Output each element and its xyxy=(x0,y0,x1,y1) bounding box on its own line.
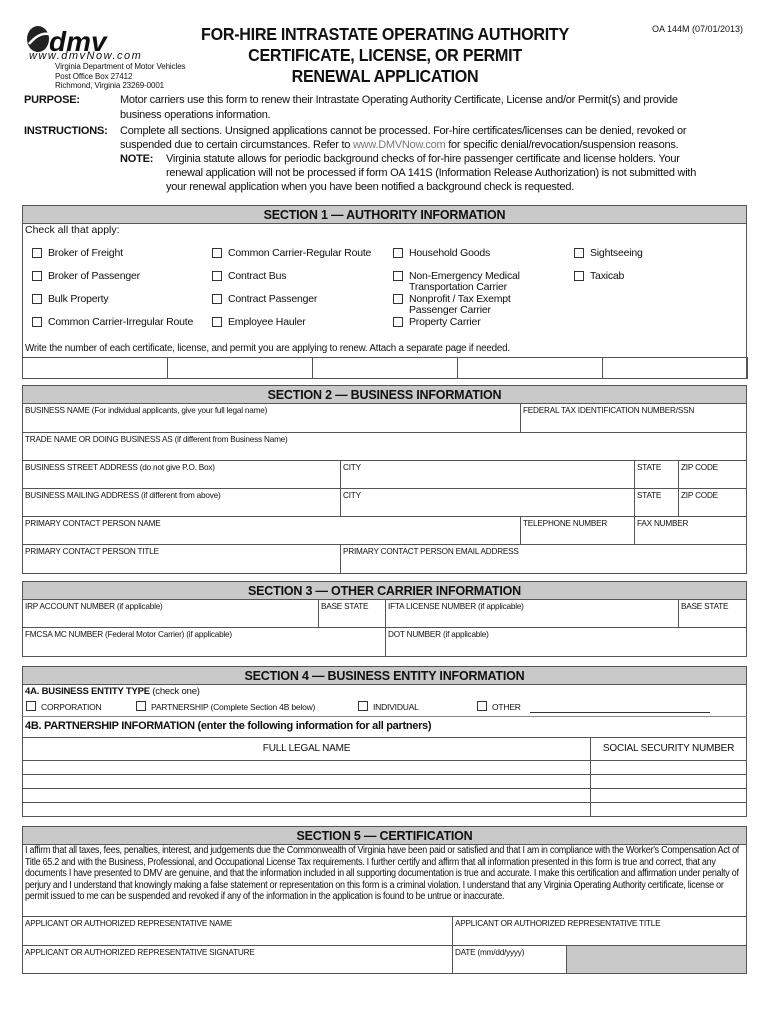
authority-option[interactable] xyxy=(393,294,511,316)
office-use-shaded-cell xyxy=(566,945,747,974)
option-label: Common Carrier-Regular Route xyxy=(228,247,372,259)
purpose-text-1: Motor carriers use this form to renew their Intrastate Operating Authority Certificate, License and/or Permit(s) and provide xyxy=(120,94,678,106)
partner-ssn-input[interactable] xyxy=(590,802,747,817)
authority-option[interactable] xyxy=(32,248,123,259)
authority-option[interactable] xyxy=(574,248,643,259)
authority-option[interactable] xyxy=(32,317,193,328)
mailing-city-field[interactable]: CITY xyxy=(340,488,635,517)
logo-url: www.dmvNow.com xyxy=(29,50,143,62)
instructions-text-2b: for specific denial/revocation/suspension reasons. xyxy=(445,139,679,151)
checkbox[interactable] xyxy=(32,317,42,327)
contact-title-field[interactable]: PRIMARY CONTACT PERSON TITLE xyxy=(22,544,341,574)
mailing-state-field[interactable]: STATE xyxy=(634,488,679,517)
telephone-field[interactable]: TELEPHONE NUMBER xyxy=(520,516,635,545)
partner-ssn-input[interactable] xyxy=(590,788,747,803)
applicant-name-field[interactable]: APPLICANT OR AUTHORIZED REPRESENTATIVE NAME xyxy=(22,916,453,946)
checkbox[interactable] xyxy=(212,294,222,304)
authority-option[interactable] xyxy=(393,271,520,293)
option-label: Bulk Property xyxy=(48,293,109,305)
option-label: Nonprofit / Tax Exempt xyxy=(409,293,511,305)
form-id: OA 144M (07/01/2013) xyxy=(652,24,744,34)
checkbox[interactable] xyxy=(212,271,222,281)
authority-option[interactable] xyxy=(212,294,317,305)
note-text-1: Virginia statute allows for periodic background checks of for-hire passenger certificate and license holders. Your xyxy=(166,153,680,165)
authority-option[interactable] xyxy=(574,271,624,282)
dmvnow-link[interactable]: www.DMVNow.com xyxy=(352,139,446,151)
entity-label: PARTNERSHIP (Complete Section 4B below) xyxy=(151,702,316,712)
option-label: Sightseeing xyxy=(590,247,643,259)
checkbox[interactable] xyxy=(26,701,36,711)
partner-name-input[interactable] xyxy=(22,788,591,803)
checkbox[interactable] xyxy=(32,248,42,258)
checkbox[interactable] xyxy=(212,317,222,327)
partner-name-input[interactable] xyxy=(22,802,591,817)
entity-type-hint: (check one) xyxy=(149,686,200,697)
applicant-title-field[interactable]: APPLICANT OR AUTHORIZED REPRESENTATIVE TITLE xyxy=(452,916,747,946)
divider xyxy=(22,716,747,717)
agency-po-box: Post Office Box 27412 xyxy=(55,71,133,81)
certification-text: I affirm that all taxes, fees, penalties, interest, and judgements due the Commonwealth of Virginia have been paid or satisfied and that I am in compliance with the Worker's Compensation Act of Title 65.2 and with the Business, Professional, and Occupational License Tax requirements. I further certify and affirm that all information presented in this form is true and correct, that any documents I have presented to DMV are genuine, and that the information included in all supporting documentation is true and accurate. I make this certification and affirmation under penalty of perjury and I understand that knowingly making a false statement or representation on this form is a criminal violation. I understand that any Virginia Operating Authority certificate, license or permit issued to me can be suspended and revoked if any of the information in the application is found to be untrue or inaccurate. xyxy=(25,845,740,903)
purpose-text-2: business operations information. xyxy=(120,109,271,121)
checkbox[interactable] xyxy=(393,248,403,258)
note-text-2: renewal application will not be processed if form OA 141S (Information Release Authorization) is not submitted with xyxy=(166,167,697,179)
street-state-field[interactable]: STATE xyxy=(634,460,679,489)
option-label: Employee Hauler xyxy=(228,316,306,328)
checkbox[interactable] xyxy=(212,248,222,258)
svg-text:dmv: dmv xyxy=(49,26,107,54)
checkbox[interactable] xyxy=(393,271,403,281)
checkbox[interactable] xyxy=(393,317,403,327)
checkbox[interactable] xyxy=(477,701,487,711)
section-1-header: SECTION 1 — AUTHORITY INFORMATION xyxy=(22,205,747,224)
business-name-field[interactable]: BUSINESS NAME (For individual applicants, give your full legal name) xyxy=(22,403,521,433)
partner-ssn-input[interactable] xyxy=(590,774,747,789)
contact-name-field[interactable]: PRIMARY CONTACT PERSON NAME xyxy=(22,516,521,545)
fmcsa-mc-field[interactable]: FMCSA MC NUMBER (Federal Motor Carrier) (if applicable) xyxy=(22,627,386,657)
checkbox[interactable] xyxy=(574,248,584,258)
partnership-heading: 4B. PARTNERSHIP INFORMATION (enter the following information for all partners) xyxy=(25,720,432,732)
authority-option[interactable] xyxy=(212,248,371,259)
ifta-license-field[interactable]: IFTA LICENSE NUMBER (if applicable) xyxy=(385,599,679,628)
option-label: Contract Passenger xyxy=(228,293,318,305)
option-label: Household Goods xyxy=(409,247,491,259)
authority-option[interactable] xyxy=(393,248,490,259)
contact-email-field[interactable]: PRIMARY CONTACT PERSON EMAIL ADDRESS xyxy=(340,544,747,574)
write-numbers-instruction: Write the number of each certificate, license, and permit you are applying to renew. Attach a separate page if needed. xyxy=(25,343,510,354)
entity-other[interactable] xyxy=(477,701,521,712)
authority-option[interactable] xyxy=(212,271,286,282)
ifta-base-state-field[interactable]: BASE STATE xyxy=(678,599,747,628)
permit-number-input[interactable] xyxy=(312,357,458,379)
option-label: Passenger Carrier xyxy=(409,304,491,316)
note-label: NOTE: xyxy=(120,153,154,165)
check-all-label: Check all that apply: xyxy=(25,224,120,236)
option-label: Contract Bus xyxy=(228,270,287,282)
agency-address xyxy=(55,62,185,91)
authority-option[interactable] xyxy=(212,317,306,328)
entity-corporation[interactable] xyxy=(26,701,101,712)
instructions-label: INSTRUCTIONS: xyxy=(24,125,108,137)
full-legal-name-header: FULL LEGAL NAME xyxy=(22,737,591,761)
street-zip-field[interactable]: ZIP CODE xyxy=(678,460,747,489)
checkbox[interactable] xyxy=(393,294,403,304)
instructions-text-2 xyxy=(120,139,678,151)
other-entity-input-line[interactable] xyxy=(530,712,710,713)
permit-number-input[interactable] xyxy=(167,357,313,379)
dot-number-field[interactable]: DOT NUMBER (if applicable) xyxy=(385,627,747,657)
option-label: Common Carrier-Irregular Route xyxy=(48,316,194,328)
option-label: Broker of Passenger xyxy=(48,270,140,282)
fax-field[interactable]: FAX NUMBER xyxy=(634,516,747,545)
option-label: Property Carrier xyxy=(409,316,481,328)
section-5-header: SECTION 5 — CERTIFICATION xyxy=(22,826,747,845)
instructions-text-2a: suspended due to certain circumstances. Refer to xyxy=(120,139,353,151)
option-label: Non-Emergency Medical xyxy=(409,270,520,282)
street-address-field[interactable]: BUSINESS STREET ADDRESS (do not give P.O. Box) xyxy=(22,460,341,489)
section-4-header: SECTION 4 — BUSINESS ENTITY INFORMATION xyxy=(22,666,747,685)
irp-account-field[interactable]: IRP ACCOUNT NUMBER (if applicable) xyxy=(22,599,319,628)
permit-number-input[interactable] xyxy=(602,357,748,379)
entity-partnership[interactable] xyxy=(136,701,315,712)
federal-tax-id-field[interactable]: FEDERAL TAX IDENTIFICATION NUMBER/SSN xyxy=(520,403,747,433)
agency-name: Virginia Department of Motor Vehicles xyxy=(55,62,186,71)
entity-label: OTHER xyxy=(492,702,521,712)
form-title-line-3: RENEWAL APPLICATION xyxy=(291,66,479,86)
permit-number-input[interactable] xyxy=(457,357,603,379)
partner-name-input[interactable] xyxy=(22,774,591,789)
partner-name-input[interactable] xyxy=(22,760,591,775)
mailing-zip-field[interactable]: ZIP CODE xyxy=(678,488,747,517)
option-label: Broker of Freight xyxy=(48,247,123,259)
purpose-label: PURPOSE: xyxy=(24,94,80,106)
entity-individual[interactable] xyxy=(358,701,419,712)
permit-number-input[interactable] xyxy=(22,357,168,379)
checkbox[interactable] xyxy=(574,271,584,281)
authority-option[interactable] xyxy=(32,294,108,305)
entity-type-heading xyxy=(25,686,200,697)
irp-base-state-field[interactable]: BASE STATE xyxy=(318,599,386,628)
section-2-header: SECTION 2 — BUSINESS INFORMATION xyxy=(22,385,747,404)
form-title-line-2: CERTIFICATE, LICENSE, OR PERMIT xyxy=(248,45,522,65)
authority-option[interactable] xyxy=(32,271,140,282)
authority-option[interactable] xyxy=(393,317,480,328)
trade-name-field[interactable]: TRADE NAME OR DOING BUSINESS AS (if different from Business Name) xyxy=(22,432,747,461)
mailing-address-field[interactable]: BUSINESS MAILING ADDRESS (if different from above) xyxy=(22,488,341,517)
option-label: Taxicab xyxy=(590,270,625,282)
applicant-signature-field[interactable]: APPLICANT OR AUTHORIZED REPRESENTATIVE SIGNATURE xyxy=(22,945,453,974)
agency-city: Richmond, Virginia 23269-0001 xyxy=(55,81,165,90)
entity-label: INDIVIDUAL xyxy=(373,702,419,712)
form-title-line-1: FOR-HIRE INTRASTATE OPERATING AUTHORITY xyxy=(201,24,569,44)
option-label: Transportation Carrier xyxy=(409,281,507,293)
ssn-header: SOCIAL SECURITY NUMBER xyxy=(590,737,747,761)
checkbox[interactable] xyxy=(32,294,42,304)
partner-ssn-input[interactable] xyxy=(590,760,747,775)
checkbox[interactable] xyxy=(358,701,368,711)
checkbox[interactable] xyxy=(136,701,146,711)
checkbox[interactable] xyxy=(32,271,42,281)
note-text-3: your renewal application when you have been notified a background check is requested. xyxy=(166,181,575,193)
entity-label: CORPORATION xyxy=(41,702,102,712)
street-city-field[interactable]: CITY xyxy=(340,460,635,489)
section-3-header: SECTION 3 — OTHER CARRIER INFORMATION xyxy=(22,581,747,600)
entity-type-label: 4A. BUSINESS ENTITY TYPE xyxy=(25,686,150,697)
date-field[interactable]: DATE (mm/dd/yyyy) xyxy=(452,945,567,974)
instructions-text-1: Complete all sections. Unsigned applications cannot be processed. For-hire certificates/licenses can be denied, revoked or xyxy=(120,125,687,137)
